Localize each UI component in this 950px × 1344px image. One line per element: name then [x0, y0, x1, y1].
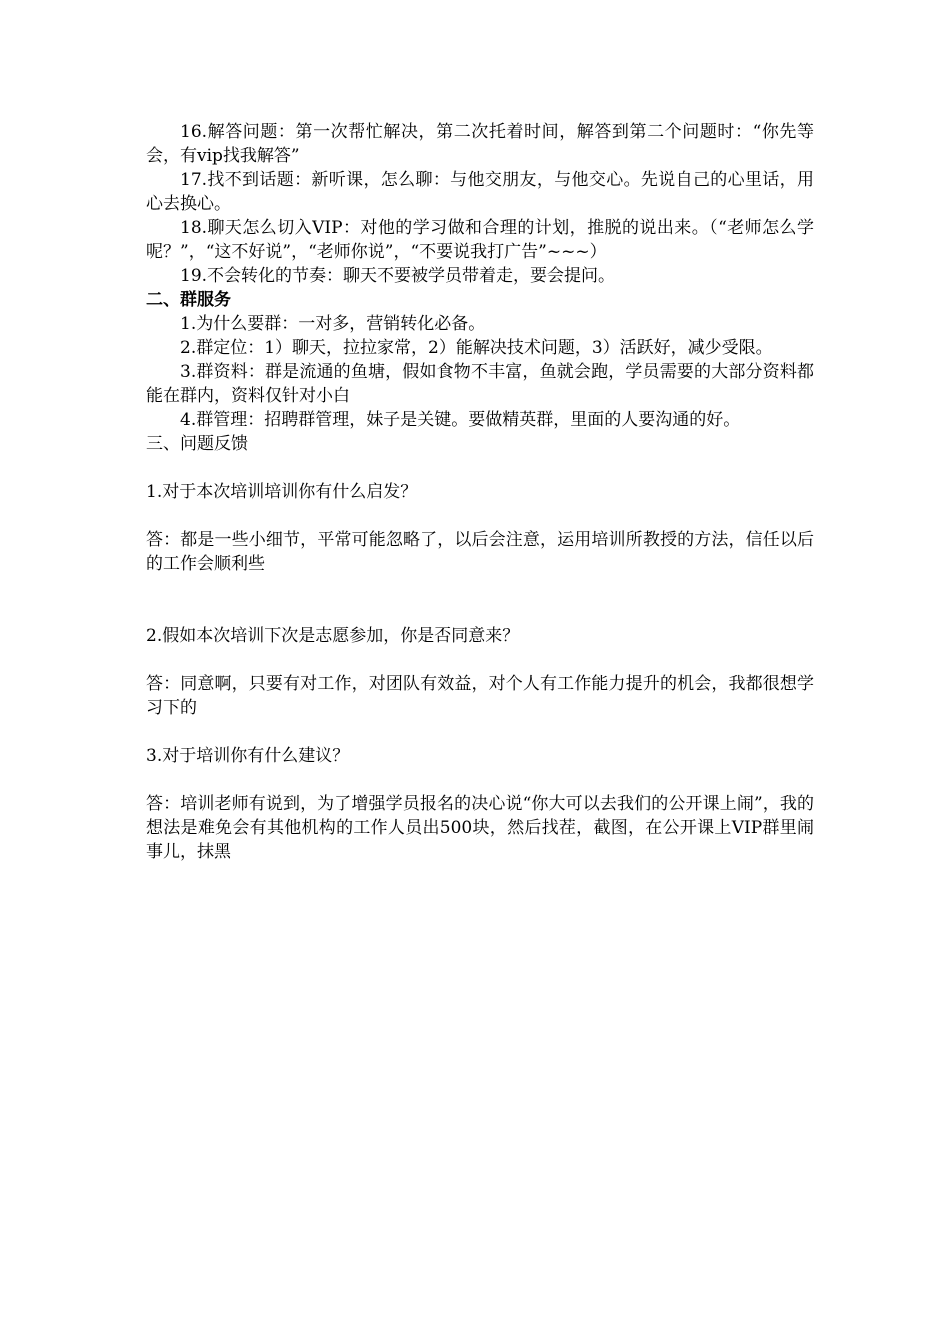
answer-3: 答：培训老师有说到，为了增强学员报名的决心说“你大可以去我们的公开课上闹”，我的想法是难免会有其他机构的工作人员出500块，然后找茬，截图，在公开课上VIP群里闹事儿，抹黑	[146, 794, 814, 862]
answer-1: 答：都是一些小细节，平常可能忽略了，以后会注意，运用培训所教授的方法，信任以后的工作会顺利些	[146, 530, 814, 574]
item-17: 17.找不到话题：新听课，怎么聊：与他交朋友，与他交心。先说自己的心里话，用心去换心。	[146, 170, 814, 214]
section-heading-feedback: 三、问题反馈	[146, 434, 248, 454]
section-heading-group-service: 二、群服务	[146, 290, 231, 310]
item-16: 16.解答问题：第一次帮忙解决，第二次托着时间，解答到第二个问题时：“你先等会，有vip找我解答”	[146, 122, 814, 166]
question-2: 2.假如本次培训下次是志愿参加，你是否同意来？	[146, 626, 520, 646]
group-item-3: 3.群资料：群是流通的鱼塘，假如食物不丰富，鱼就会跑，学员需要的大部分资料都能在群内，资料仅针对小白	[146, 362, 814, 406]
question-1: 1.对于本次培训培训你有什么启发？	[146, 482, 418, 502]
answer-2: 答：同意啊，只要有对工作，对团队有效益，对个人有工作能力提升的机会，我都很想学习下的	[146, 674, 814, 718]
group-item-1: 1.为什么要群：一对多，营销转化必备。	[180, 314, 486, 334]
group-item-4: 4.群管理：招聘群管理，妹子是关键。要做精英群，里面的人要沟通的好。	[180, 410, 741, 430]
question-3: 3.对于培训你有什么建议？	[146, 746, 350, 766]
item-18: 18.聊天怎么切入VIP：对他的学习做和合理的计划，推脱的说出来。（“老师怎么学呢？”，“这不好说”，“老师你说”，“不要说我打广告”~~~）	[146, 218, 814, 262]
group-item-2: 2.群定位：1）聊天，拉拉家常，2）能解决技术问题，3）活跃好，减少受限。	[180, 338, 773, 358]
document-page	[146, 120, 814, 864]
item-19: 19.不会转化的节奏：聊天不要被学员带着走，要会提问。	[180, 266, 616, 286]
